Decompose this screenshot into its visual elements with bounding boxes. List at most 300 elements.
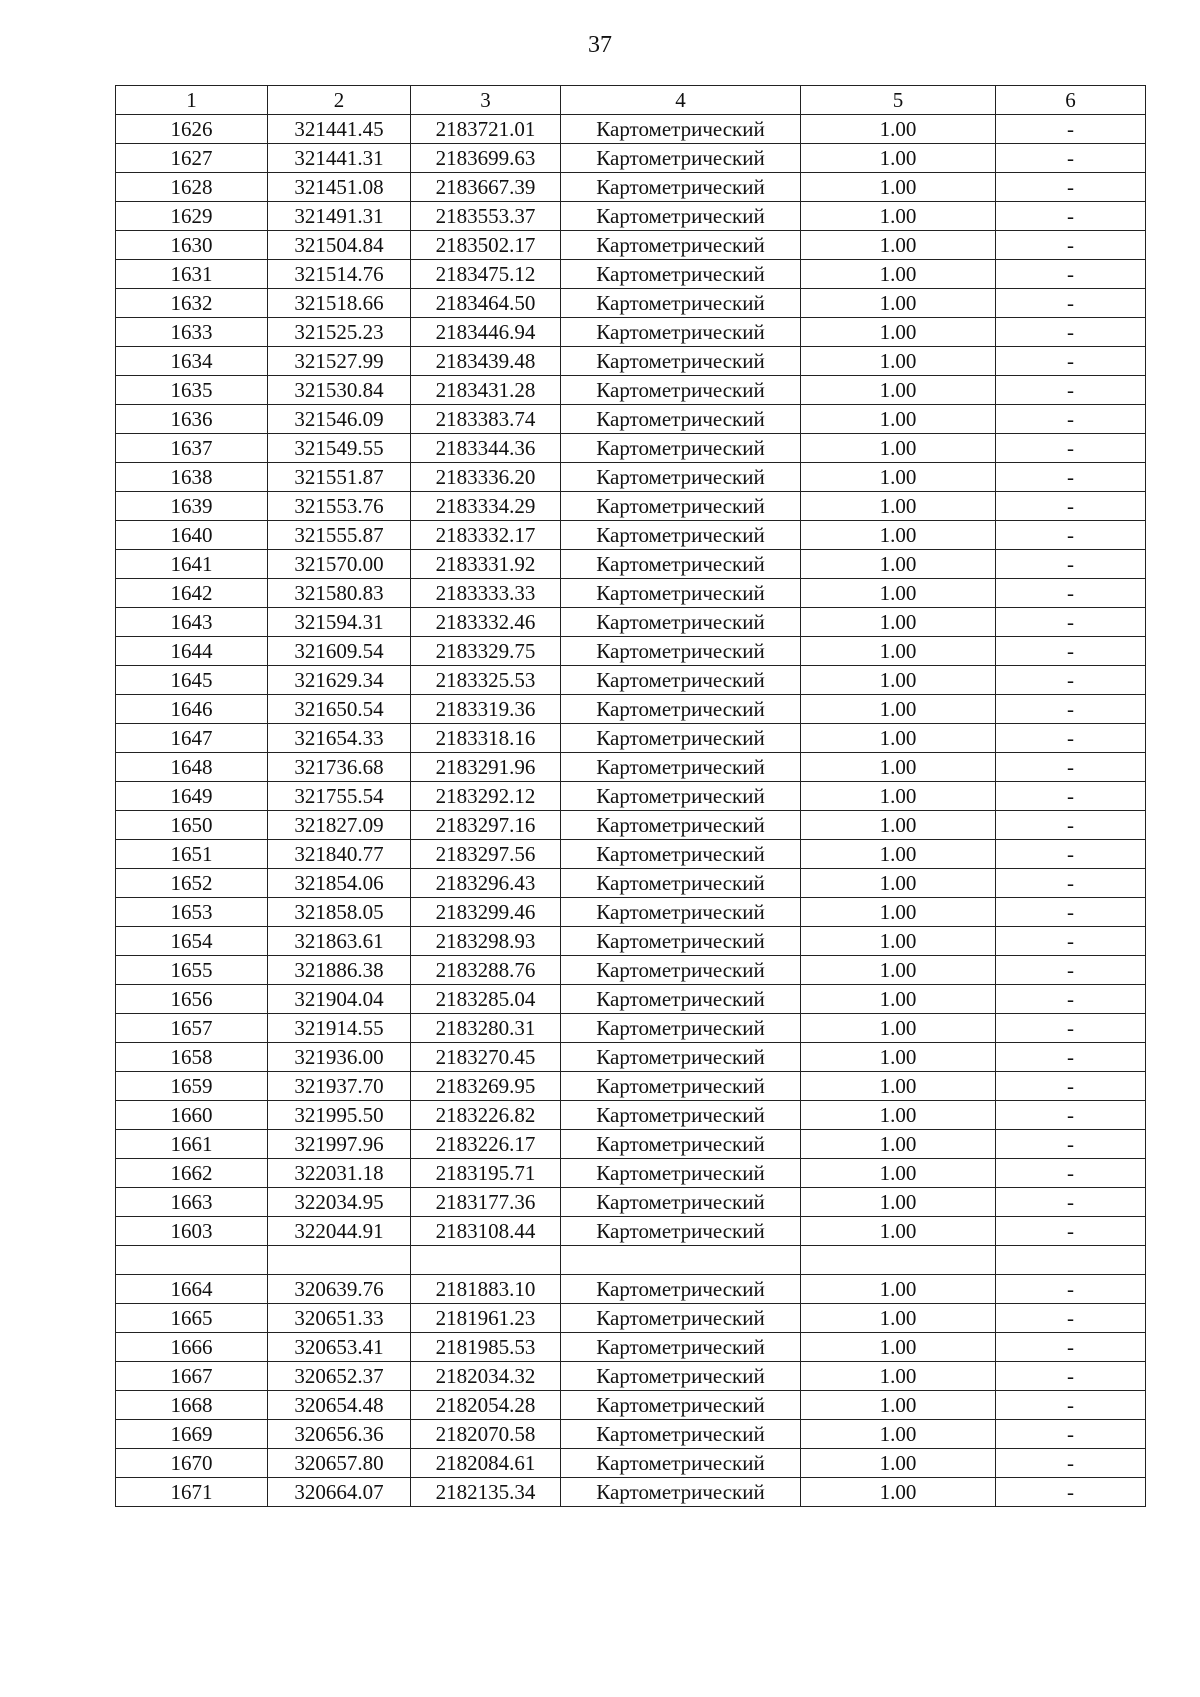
table-cell: - xyxy=(996,1159,1146,1188)
table-cell: 321441.31 xyxy=(268,144,411,173)
table-cell: 1666 xyxy=(116,1333,268,1362)
table-cell: 1660 xyxy=(116,1101,268,1130)
table-cell: 2183502.17 xyxy=(411,231,561,260)
table-cell: Картометрический xyxy=(561,521,801,550)
table-cell: - xyxy=(996,956,1146,985)
table-cell: 1.00 xyxy=(801,1478,996,1507)
table-row xyxy=(116,1304,1146,1333)
table-cell: - xyxy=(996,869,1146,898)
table-cell: 1.00 xyxy=(801,840,996,869)
table-cell: 321995.50 xyxy=(268,1101,411,1130)
table-cell: 1.00 xyxy=(801,1101,996,1130)
table-cell: 320653.41 xyxy=(268,1333,411,1362)
table-cell: 321755.54 xyxy=(268,782,411,811)
table-cell: - xyxy=(996,260,1146,289)
table-cell: 1637 xyxy=(116,434,268,463)
table-cell: 1.00 xyxy=(801,173,996,202)
table-cell: 1645 xyxy=(116,666,268,695)
table-cell xyxy=(996,1246,1146,1275)
table-cell: 320652.37 xyxy=(268,1362,411,1391)
table-row xyxy=(116,492,1146,521)
table-cell: 2183383.74 xyxy=(411,405,561,434)
table-cell: 1668 xyxy=(116,1391,268,1420)
table-cell: 2183296.43 xyxy=(411,869,561,898)
table-cell: 1628 xyxy=(116,173,268,202)
table-cell: - xyxy=(996,1217,1146,1246)
table-cell: 1.00 xyxy=(801,434,996,463)
table-cell: - xyxy=(996,521,1146,550)
table-cell: - xyxy=(996,985,1146,1014)
table-cell: 1638 xyxy=(116,463,268,492)
table-cell: 321854.06 xyxy=(268,869,411,898)
table-cell: 1.00 xyxy=(801,985,996,1014)
table-cell: Картометрический xyxy=(561,376,801,405)
table-cell: - xyxy=(996,376,1146,405)
table-cell: - xyxy=(996,1275,1146,1304)
table-cell: 1654 xyxy=(116,927,268,956)
table-cell: 1.00 xyxy=(801,1043,996,1072)
table-cell: 321863.61 xyxy=(268,927,411,956)
table-cell: - xyxy=(996,1130,1146,1159)
table-cell: Картометрический xyxy=(561,724,801,753)
table-cell: - xyxy=(996,173,1146,202)
table-cell: 2183299.46 xyxy=(411,898,561,927)
table-cell: 1661 xyxy=(116,1130,268,1159)
table-cell: 321914.55 xyxy=(268,1014,411,1043)
table-cell: 2183270.45 xyxy=(411,1043,561,1072)
page-number: 37 xyxy=(588,32,612,58)
table-cell: 1.00 xyxy=(801,115,996,144)
table-row xyxy=(116,115,1146,144)
table-cell: 1.00 xyxy=(801,289,996,318)
table-cell: 321451.08 xyxy=(268,173,411,202)
table-cell: 321504.84 xyxy=(268,231,411,260)
table-cell: Картометрический xyxy=(561,1217,801,1246)
table-cell: 1659 xyxy=(116,1072,268,1101)
table-cell: 1.00 xyxy=(801,637,996,666)
table-cell: Картометрический xyxy=(561,289,801,318)
table-cell: Картометрический xyxy=(561,405,801,434)
table-cell: 2182070.58 xyxy=(411,1420,561,1449)
table-cell: 1.00 xyxy=(801,376,996,405)
table-cell: - xyxy=(996,695,1146,724)
table-cell: Картометрический xyxy=(561,927,801,956)
table-cell: 321609.54 xyxy=(268,637,411,666)
table-cell: 2183298.93 xyxy=(411,927,561,956)
table-cell: 321840.77 xyxy=(268,840,411,869)
table-cell: - xyxy=(996,1304,1146,1333)
table-cell: - xyxy=(996,1478,1146,1507)
table-row xyxy=(116,231,1146,260)
table-cell: 1649 xyxy=(116,782,268,811)
table-row xyxy=(116,550,1146,579)
table-cell: 321518.66 xyxy=(268,289,411,318)
table-cell: 1643 xyxy=(116,608,268,637)
table-cell: - xyxy=(996,1101,1146,1130)
table-cell: 1648 xyxy=(116,753,268,782)
table-cell: Картометрический xyxy=(561,1449,801,1478)
table-cell: - xyxy=(996,550,1146,579)
table-cell: 1.00 xyxy=(801,1304,996,1333)
table-cell: Картометрический xyxy=(561,1072,801,1101)
column-header: 4 xyxy=(561,86,801,115)
table-cell: 321997.96 xyxy=(268,1130,411,1159)
table-cell: 321525.23 xyxy=(268,318,411,347)
table-cell: - xyxy=(996,347,1146,376)
table-cell: 1.00 xyxy=(801,318,996,347)
table-cell: 1646 xyxy=(116,695,268,724)
table-cell: 321580.83 xyxy=(268,579,411,608)
table-cell: 2183319.36 xyxy=(411,695,561,724)
table-cell: 320639.76 xyxy=(268,1275,411,1304)
table-cell: 1665 xyxy=(116,1304,268,1333)
table-cell: Картометрический xyxy=(561,463,801,492)
table-cell: 1.00 xyxy=(801,521,996,550)
table-cell: Картометрический xyxy=(561,985,801,1014)
table-cell: Картометрический xyxy=(561,1101,801,1130)
table-row xyxy=(116,1072,1146,1101)
table-cell: 1.00 xyxy=(801,492,996,521)
table-cell: 1640 xyxy=(116,521,268,550)
table-cell xyxy=(801,1246,996,1275)
table-cell: 321629.34 xyxy=(268,666,411,695)
table-cell: 321549.55 xyxy=(268,434,411,463)
table-row xyxy=(116,1188,1146,1217)
table-cell: 321827.09 xyxy=(268,811,411,840)
table-cell: 1.00 xyxy=(801,1333,996,1362)
table-header xyxy=(116,86,1146,115)
table-cell: Картометрический xyxy=(561,695,801,724)
table-cell: 1.00 xyxy=(801,1188,996,1217)
table-cell: 1670 xyxy=(116,1449,268,1478)
table-cell: 1.00 xyxy=(801,608,996,637)
table-cell: 1.00 xyxy=(801,260,996,289)
table-cell: - xyxy=(996,1391,1146,1420)
table-row xyxy=(116,1333,1146,1362)
coordinates-table xyxy=(115,85,1146,1507)
table-cell: 2183344.36 xyxy=(411,434,561,463)
table-row xyxy=(116,1449,1146,1478)
table-cell: 2183177.36 xyxy=(411,1188,561,1217)
table-cell: Картометрический xyxy=(561,753,801,782)
table-cell: 321514.76 xyxy=(268,260,411,289)
table-cell: 321650.54 xyxy=(268,695,411,724)
table-cell: 1630 xyxy=(116,231,268,260)
table-cell: - xyxy=(996,202,1146,231)
table-cell: 1.00 xyxy=(801,347,996,376)
column-header: 3 xyxy=(411,86,561,115)
table-row xyxy=(116,1217,1146,1246)
table-row xyxy=(116,695,1146,724)
header-row xyxy=(116,86,1146,115)
table-cell: 2183334.29 xyxy=(411,492,561,521)
table-cell: Картометрический xyxy=(561,144,801,173)
table-cell: 2181985.53 xyxy=(411,1333,561,1362)
table-cell: 1639 xyxy=(116,492,268,521)
column-header: 2 xyxy=(268,86,411,115)
table-cell: 1.00 xyxy=(801,898,996,927)
table-cell: 1631 xyxy=(116,260,268,289)
table-cell: Картометрический xyxy=(561,202,801,231)
table-row xyxy=(116,927,1146,956)
table-cell: 2183446.94 xyxy=(411,318,561,347)
table-cell: 320657.80 xyxy=(268,1449,411,1478)
table-cell: - xyxy=(996,289,1146,318)
table-row xyxy=(116,724,1146,753)
table-cell: 2182135.34 xyxy=(411,1478,561,1507)
table-row xyxy=(116,1159,1146,1188)
table-cell: Картометрический xyxy=(561,492,801,521)
table-cell: 320656.36 xyxy=(268,1420,411,1449)
table-cell: Картометрический xyxy=(561,898,801,927)
table-cell: 321736.68 xyxy=(268,753,411,782)
table-row xyxy=(116,173,1146,202)
table-cell: 2183269.95 xyxy=(411,1072,561,1101)
table-cell: 320664.07 xyxy=(268,1478,411,1507)
table-cell: 2183332.17 xyxy=(411,521,561,550)
table-cell: 1.00 xyxy=(801,666,996,695)
table-cell: - xyxy=(996,608,1146,637)
table-cell: 2182034.32 xyxy=(411,1362,561,1391)
table-row xyxy=(116,347,1146,376)
table-cell: 1.00 xyxy=(801,695,996,724)
table-row xyxy=(116,1362,1146,1391)
table-cell: 1664 xyxy=(116,1275,268,1304)
table-cell: - xyxy=(996,724,1146,753)
table-cell: - xyxy=(996,637,1146,666)
table-cell: Картометрический xyxy=(561,608,801,637)
table-cell: 1667 xyxy=(116,1362,268,1391)
table-cell: Картометрический xyxy=(561,1304,801,1333)
table-cell: 321491.31 xyxy=(268,202,411,231)
table-cell: 1.00 xyxy=(801,1391,996,1420)
table-cell: 1.00 xyxy=(801,869,996,898)
table-cell: 321555.87 xyxy=(268,521,411,550)
table-row xyxy=(116,1101,1146,1130)
table-cell: 1651 xyxy=(116,840,268,869)
table-cell: - xyxy=(996,840,1146,869)
table-cell: 1.00 xyxy=(801,405,996,434)
table-cell: 321904.04 xyxy=(268,985,411,1014)
table-cell xyxy=(116,1246,268,1275)
table-row xyxy=(116,318,1146,347)
table-row xyxy=(116,985,1146,1014)
table-cell: 321551.87 xyxy=(268,463,411,492)
table-cell: 1.00 xyxy=(801,1159,996,1188)
table-cell: 2183699.63 xyxy=(411,144,561,173)
table-cell: 1644 xyxy=(116,637,268,666)
table-row xyxy=(116,811,1146,840)
table-cell: 322031.18 xyxy=(268,1159,411,1188)
table-cell: - xyxy=(996,1014,1146,1043)
table-cell: 2183332.46 xyxy=(411,608,561,637)
table-cell: 1.00 xyxy=(801,550,996,579)
table-body xyxy=(116,115,1146,1507)
table-row xyxy=(116,666,1146,695)
column-header: 6 xyxy=(996,86,1146,115)
table-row xyxy=(116,1391,1146,1420)
table-cell: 1633 xyxy=(116,318,268,347)
table-cell: 1655 xyxy=(116,956,268,985)
table-cell: - xyxy=(996,927,1146,956)
table-cell: 1662 xyxy=(116,1159,268,1188)
table-cell: Картометрический xyxy=(561,869,801,898)
table-cell: Картометрический xyxy=(561,1333,801,1362)
table-cell: 2183226.17 xyxy=(411,1130,561,1159)
table-row xyxy=(116,1014,1146,1043)
table-cell: 1.00 xyxy=(801,231,996,260)
table-cell: Картометрический xyxy=(561,115,801,144)
table-row xyxy=(116,608,1146,637)
table-cell: Картометрический xyxy=(561,1188,801,1217)
table-cell: 1629 xyxy=(116,202,268,231)
table-row xyxy=(116,202,1146,231)
table-cell: 1.00 xyxy=(801,579,996,608)
table-row xyxy=(116,521,1146,550)
table-cell: Картометрический xyxy=(561,782,801,811)
table-cell: 2182084.61 xyxy=(411,1449,561,1478)
table-cell: - xyxy=(996,666,1146,695)
table-cell: Картометрический xyxy=(561,1275,801,1304)
table-cell: 2183108.44 xyxy=(411,1217,561,1246)
table-cell: 2183195.71 xyxy=(411,1159,561,1188)
table-cell: 1.00 xyxy=(801,811,996,840)
table-row xyxy=(116,637,1146,666)
table-cell: 2183439.48 xyxy=(411,347,561,376)
table-cell: - xyxy=(996,1072,1146,1101)
table-cell: - xyxy=(996,463,1146,492)
table-cell: Картометрический xyxy=(561,550,801,579)
table-cell: Картометрический xyxy=(561,260,801,289)
table-cell: 1.00 xyxy=(801,927,996,956)
table-cell: 2183331.92 xyxy=(411,550,561,579)
table-row xyxy=(116,1246,1146,1275)
table-cell: 2183464.50 xyxy=(411,289,561,318)
table-cell: 1650 xyxy=(116,811,268,840)
table-cell: 2183325.53 xyxy=(411,666,561,695)
table-cell: 2183329.75 xyxy=(411,637,561,666)
table-cell: - xyxy=(996,492,1146,521)
column-header: 5 xyxy=(801,86,996,115)
table-cell: Картометрический xyxy=(561,434,801,463)
table-row xyxy=(116,144,1146,173)
table-cell: Картометрический xyxy=(561,637,801,666)
table-cell: 2183336.20 xyxy=(411,463,561,492)
table-cell: 322044.91 xyxy=(268,1217,411,1246)
table-cell: 1647 xyxy=(116,724,268,753)
table-cell: 2183288.76 xyxy=(411,956,561,985)
table-cell: 321553.76 xyxy=(268,492,411,521)
table-cell: 1.00 xyxy=(801,463,996,492)
table-cell: 321886.38 xyxy=(268,956,411,985)
table-row xyxy=(116,1478,1146,1507)
table-row xyxy=(116,376,1146,405)
table-cell: Картометрический xyxy=(561,1478,801,1507)
table-cell: 1.00 xyxy=(801,1420,996,1449)
table-cell: 1.00 xyxy=(801,1275,996,1304)
table-cell: 1603 xyxy=(116,1217,268,1246)
table-cell: 1652 xyxy=(116,869,268,898)
table-cell: 2183553.37 xyxy=(411,202,561,231)
table-cell: 2183667.39 xyxy=(411,173,561,202)
table-cell: 321858.05 xyxy=(268,898,411,927)
table-cell: - xyxy=(996,115,1146,144)
table-cell: - xyxy=(996,318,1146,347)
table-cell: 321570.00 xyxy=(268,550,411,579)
table-cell: 2181961.23 xyxy=(411,1304,561,1333)
table-cell: 321936.00 xyxy=(268,1043,411,1072)
table-cell: 1671 xyxy=(116,1478,268,1507)
table-cell: Картометрический xyxy=(561,347,801,376)
table-cell: 321527.99 xyxy=(268,347,411,376)
table-cell: 1.00 xyxy=(801,1072,996,1101)
table-cell: Картометрический xyxy=(561,1420,801,1449)
table-cell: - xyxy=(996,1188,1146,1217)
table-cell: 2183297.56 xyxy=(411,840,561,869)
table-cell: 1.00 xyxy=(801,1217,996,1246)
table-cell: 2183285.04 xyxy=(411,985,561,1014)
table-cell: 1.00 xyxy=(801,782,996,811)
table-row xyxy=(116,463,1146,492)
table-cell: 2183280.31 xyxy=(411,1014,561,1043)
table-cell: - xyxy=(996,231,1146,260)
table-cell: Картометрический xyxy=(561,1043,801,1072)
table-cell: 2183226.82 xyxy=(411,1101,561,1130)
table-cell: - xyxy=(996,753,1146,782)
table-cell: - xyxy=(996,1449,1146,1478)
table-row xyxy=(116,956,1146,985)
table-cell: 2183431.28 xyxy=(411,376,561,405)
table-row xyxy=(116,898,1146,927)
table-cell: 1627 xyxy=(116,144,268,173)
table-cell: 2183297.16 xyxy=(411,811,561,840)
table-cell: 2181883.10 xyxy=(411,1275,561,1304)
table-cell: - xyxy=(996,405,1146,434)
table-cell: Картометрический xyxy=(561,840,801,869)
table-row xyxy=(116,579,1146,608)
table-cell: 1669 xyxy=(116,1420,268,1449)
table-cell: 322034.95 xyxy=(268,1188,411,1217)
table-cell: 1635 xyxy=(116,376,268,405)
table-cell: 2183333.33 xyxy=(411,579,561,608)
table-cell: 2183475.12 xyxy=(411,260,561,289)
table-cell: 1626 xyxy=(116,115,268,144)
table-cell: - xyxy=(996,1420,1146,1449)
table-cell: 1.00 xyxy=(801,144,996,173)
table-cell: 1653 xyxy=(116,898,268,927)
table-cell: 2183318.16 xyxy=(411,724,561,753)
table-cell: 1.00 xyxy=(801,956,996,985)
table-row xyxy=(116,840,1146,869)
table-cell: 1642 xyxy=(116,579,268,608)
table-cell: 1657 xyxy=(116,1014,268,1043)
table-row xyxy=(116,434,1146,463)
table-cell: 1634 xyxy=(116,347,268,376)
table-cell: 1.00 xyxy=(801,1362,996,1391)
table-cell: Картометрический xyxy=(561,1130,801,1159)
table-cell: 2183291.96 xyxy=(411,753,561,782)
table-cell: 1.00 xyxy=(801,202,996,231)
table-cell: Картометрический xyxy=(561,1159,801,1188)
table-cell: 1.00 xyxy=(801,1130,996,1159)
table-cell: 321654.33 xyxy=(268,724,411,753)
table-cell: Картометрический xyxy=(561,579,801,608)
table-cell xyxy=(411,1246,561,1275)
table-cell: 2183721.01 xyxy=(411,115,561,144)
table-cell: - xyxy=(996,898,1146,927)
table-cell: 1658 xyxy=(116,1043,268,1072)
table-cell: Картометрический xyxy=(561,1014,801,1043)
